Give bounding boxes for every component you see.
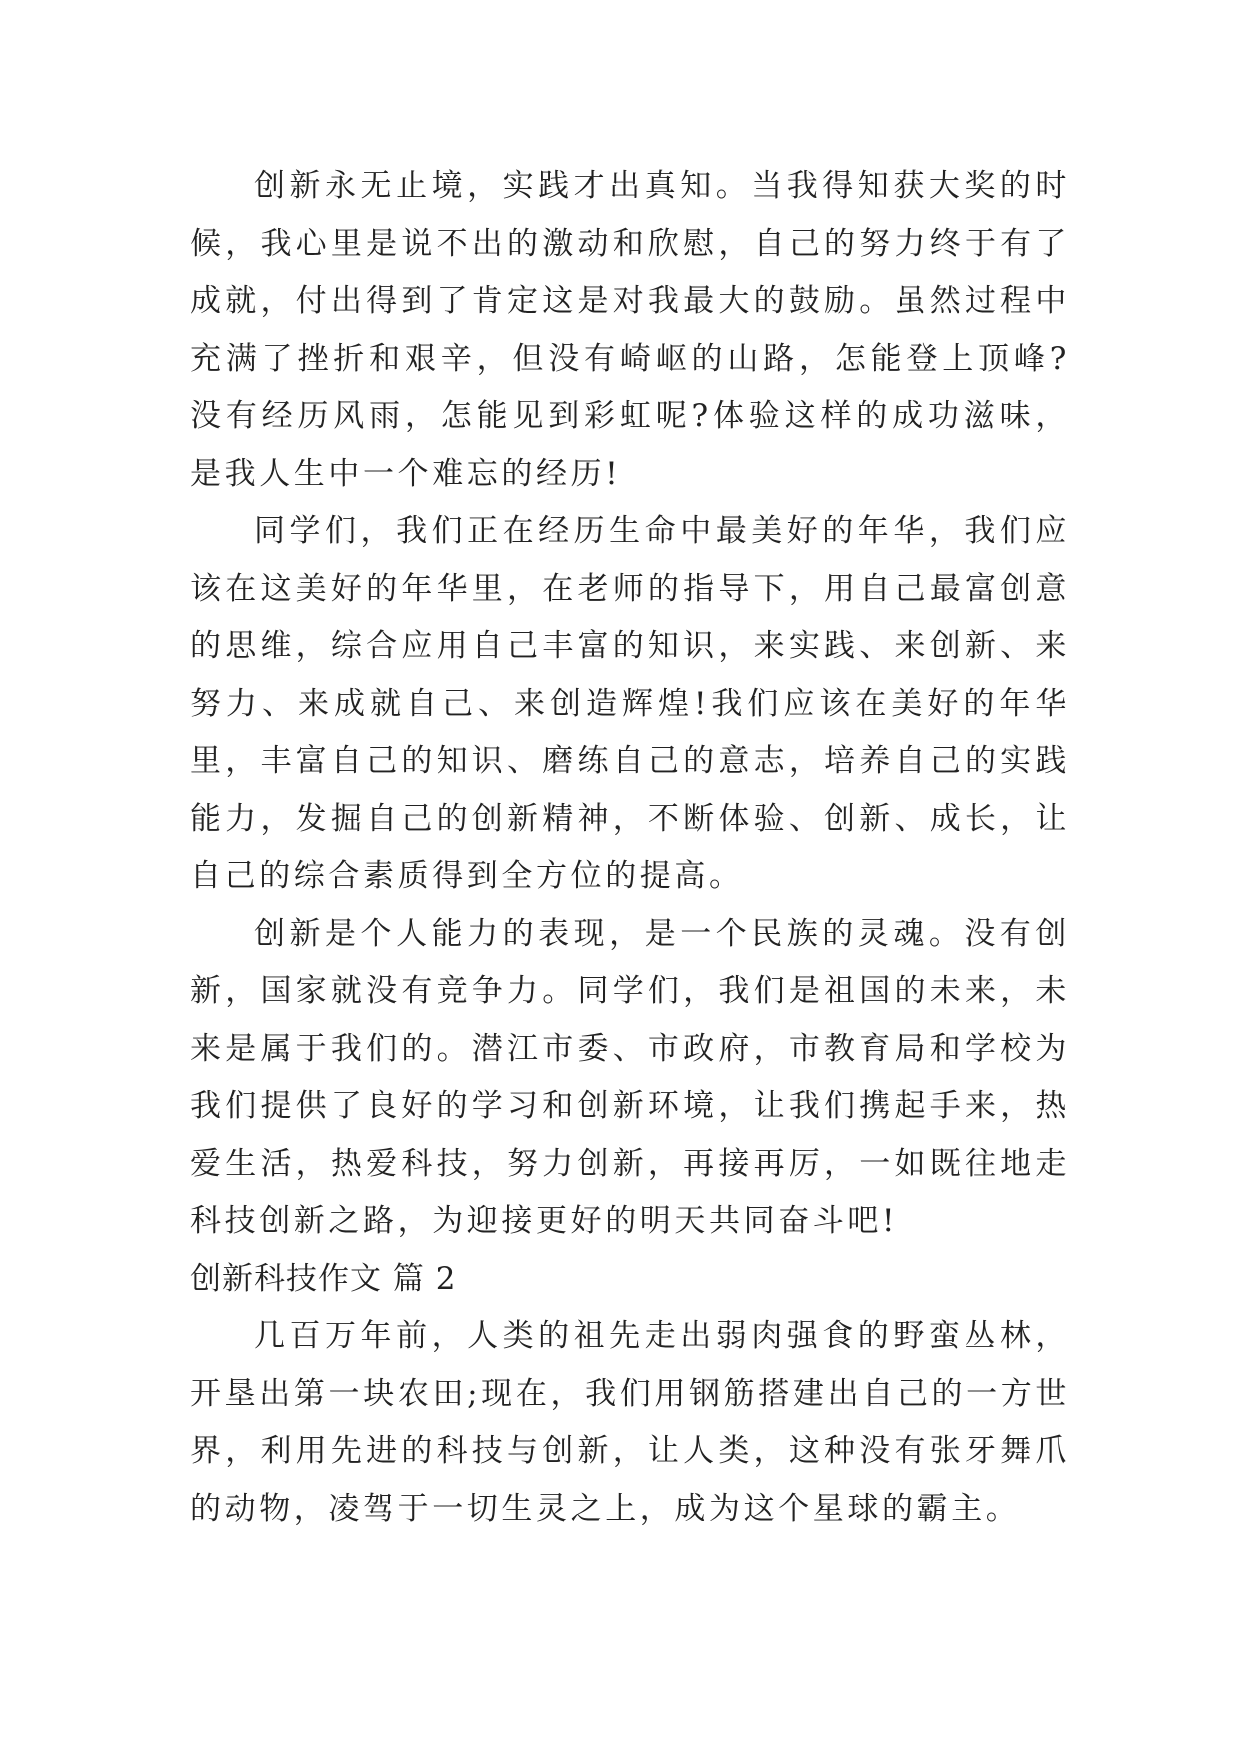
document-body — [190, 158, 1070, 1538]
section-heading: 创新科技作文 篇 2 — [190, 1260, 457, 1297]
paragraph-innovation-endless: 创新永无止境，实践才出真知。当我得知获大奖的时候，我心里是说不出的激动和欣慰，自己的努力终于有了成就，付出得到了肯定这是对我最大的鼓励。虽然过程中充满了挫折和艰辛，但没有崎岖的山路，怎能登上顶峰?没有经历风雨，怎能见到彩虹呢?体验这样的成功滋味，是我人生中一个难忘的经历! — [190, 168, 1070, 492]
paragraph-ancestors: 几百万年前，人类的祖先走出弱肉强食的野蛮丛林，开垦出第一块农田;现在，我们用钢筋搭建出自己的一方世界，利用先进的科技与创新，让人类，这种没有张牙舞爪的动物，凌驾于一切生灵之上，成为这个星球的霸主。 — [190, 1318, 1070, 1527]
paragraph-nation-soul: 创新是个人能力的表现，是一个民族的灵魂。没有创新，国家就没有竞争力。同学们，我们是祖国的未来，未来是属于我们的。潜江市委、市政府，市教育局和学校为我们提供了良好的学习和创新环境，让我们携起手来，热爱生活，热爱科技，努力创新，再接再厉，一如既往地走科技创新之路，为迎接更好的明天共同奋斗吧! — [190, 915, 1070, 1239]
paragraph-classmates-youth: 同学们，我们正在经历生命中最美好的年华，我们应该在这美好的年华里，在老师的指导下，用自己最富创意的思维，综合应用自己丰富的知识，来实践、来创新、来努力、来成就自己、来创造辉煌!我们应该在美好的年华里，丰富自己的知识、磨练自己的意志，培养自己的实践能力，发掘自己的创新精神，不断体验、创新、成长，让自己的综合素质得到全方位的提高。 — [190, 513, 1070, 894]
